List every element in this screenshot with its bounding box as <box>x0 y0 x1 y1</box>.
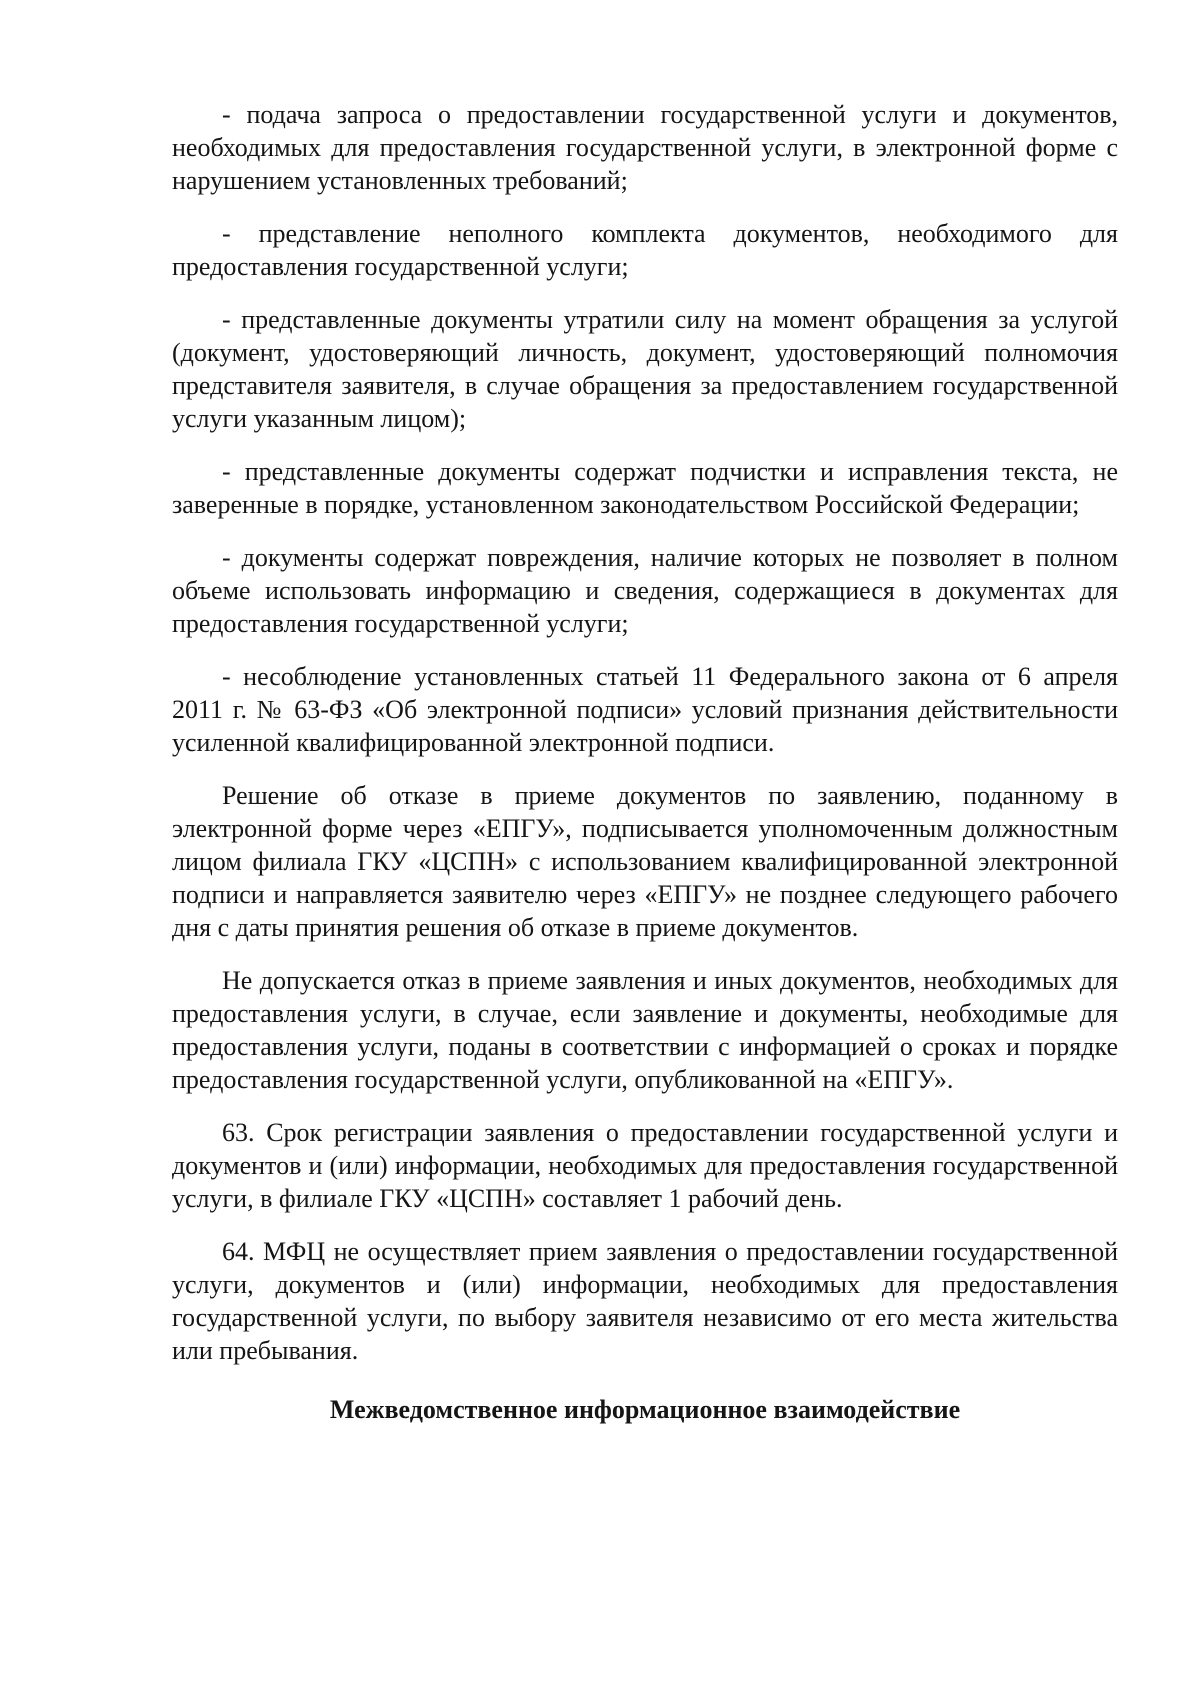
paragraph-refusal-invalid-electronic-form: - подача запроса о предоставлении государственной услуги и документов, необходимых для предоставления государственной услуги, в электронной форме с нарушением установленных требований; <box>172 100 1118 195</box>
paragraph-refusal-incomplete-set: - представление неполного комплекта документов, необходимого для предоставления государственной услуги; <box>172 219 1118 281</box>
section-heading: Межведомственное информационное взаимодействие <box>329 1395 961 1424</box>
paragraph-refusal-corrections: - представленные документы содержат подчистки и исправления текста, не заверенные в порядке, установленном законодательством Российской Федерации; <box>172 457 1118 519</box>
paragraph-refusal-not-allowed: Не допускается отказ в приеме заявления и иных документов, необходимых для предоставления услуги, в случае, если заявление и документы, необходимые для предоставления услуги, поданы в соответствии с информацией о сроках и порядке предоставления государственной услуги, опубликованной на «ЕПГУ». <box>172 966 1118 1094</box>
paragraph-refusal-decision-signing: Решение об отказе в приеме документов по заявлению, поданному в электронной форме через «ЕПГУ», подписывается уполномоченным должностным лицом филиала ГКУ «ЦСПН» с использованием квалифицированной электронной подписи и направляется заявителю через «ЕПГУ» не позднее следующего рабочего дня с даты принятия решения об отказе в приеме документов. <box>172 781 1118 942</box>
paragraph-refusal-damaged-documents: - документы содержат повреждения, наличие которых не позволяет в полном объеме использовать информацию и сведения, содержащиеся в документах для предоставления государственной услуги; <box>172 543 1118 638</box>
paragraph-refusal-signature-conditions: - несоблюдение установленных статьей 11 Федерального закона от 6 апреля 2011 г. № 63-ФЗ «Об электронной подписи» условий признания действительности усиленной квалифицированной электронной подписи. <box>172 662 1118 757</box>
paragraph-64-mfc-reception: 64. МФЦ не осуществляет прием заявления о предоставлении государственной услуги, документов и (или) информации, необходимых для предоставления государственной услуги, по выбору заявителя независимо от его места жительства или пребывания. <box>172 1237 1118 1365</box>
document-body <box>172 98 1118 1426</box>
paragraph-refusal-expired-documents: - представленные документы утратили силу на момент обращения за услугой (документ, удостоверяющий личность, документ, удостоверяющий полномочия представителя заявителя, в случае обращения за предоставлением государственной услуги указанным лицом); <box>172 305 1118 433</box>
paragraph-63-registration-term: 63. Срок регистрации заявления о предоставлении государственной услуги и документов и (или) информации, необходимых для предоставления государственной услуги, в филиале ГКУ «ЦСПН» составляет 1 рабочий день. <box>172 1118 1118 1213</box>
